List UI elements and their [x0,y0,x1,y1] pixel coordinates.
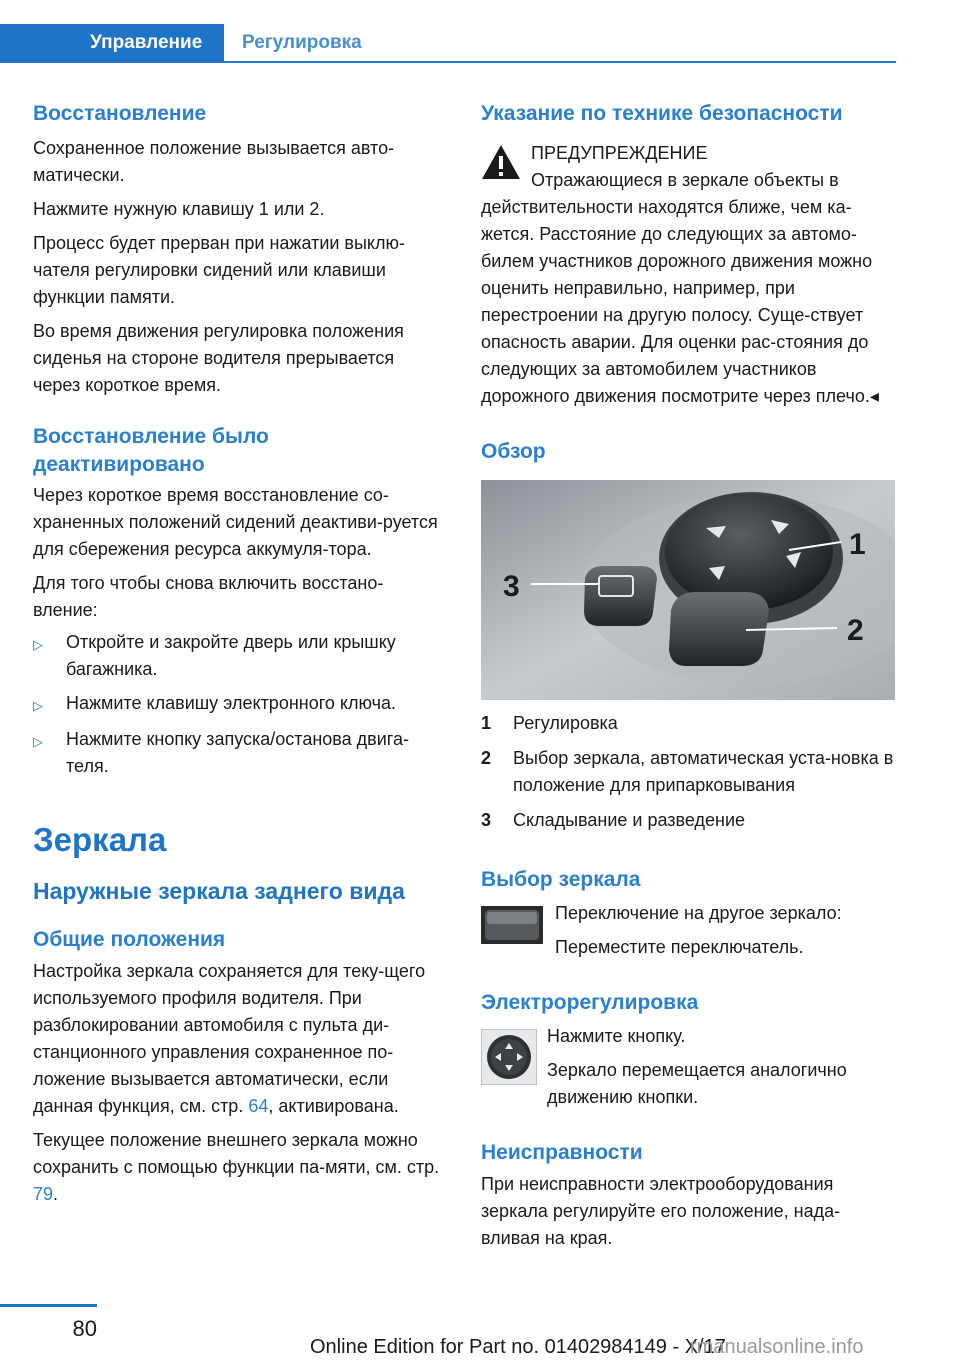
paragraph-mirror-profile-text: Настройка зеркала сохраняется для теку-щего используемого профиля водителя. При разблокировании автомобиля с пульта ди-станционного управления сохраненное по-ложение вызывается автоматически, если данная функция, см. стр. [33,961,426,1116]
electric-block [481,1023,895,1111]
warning-title: ПРЕДУПРЕЖДЕНИЕ [531,143,708,163]
legend-number: 1 [481,713,492,733]
selector-switch-icon [481,906,543,944]
footer-divider [0,1304,97,1307]
legend-number: 3 [481,810,492,830]
tab-adjustment[interactable]: Регулировка [242,32,362,53]
paragraph-driving: Во время движения регулировка положения сиденья на стороне водителя прерывается через короткое время. [33,321,404,395]
paragraph-reenable: Для того чтобы снова включить восстано-вление: [33,573,384,620]
heading-faults: Неисправности [481,1141,643,1164]
mirror-select-text-1: Переключение на другое зеркало: [555,903,842,923]
photo-label-1: 1 [849,528,866,561]
warning-text: Отражающиеся в зеркале объекты в действительности находятся ближе, чем ка-жется. Расстояние до следующих за автомо-билем участников дорожного движения можно оценить неправильно, например, при перестроении на другую полосу. Суще-ствует опасность аварии. Для оценки рас-стояния до следующих за автомобилем участников дорожного движения посмотрите через плечо.◂ [481,170,879,406]
triangle-bullet-icon: ▷ [33,637,43,652]
paragraph-deactivation: Через короткое время восстановление со-храненных положений сидений деактиви-руется для сбережения ресурса аккумуля-тора. [33,485,438,559]
edition-text: Online Edition for Part no. 01402984149 - X/17 [310,1336,726,1358]
heading-safety: Указание по технике безопасности [481,102,843,125]
bullet-text: Нажмите кнопку запуска/останова двига-теля. [66,729,409,776]
triangle-bullet-icon: ▷ [33,734,43,749]
legend-text: Регулировка [513,713,618,733]
bullet-list [33,629,443,780]
list-item [33,690,443,719]
photo-label-3: 3 [503,570,520,603]
mirror-select-block [481,900,895,961]
mirror-select-text-2: Переместите переключатель. [555,937,804,957]
legend-item [481,745,895,799]
legend-text: Выбор зеркала, автоматическая уста-новка в положение для припарковывания [513,748,894,795]
heading-general: Общие положения [33,928,226,951]
paragraph-mirror-profile-tail: , активирована. [268,1096,399,1116]
page-link-64[interactable]: 64 [248,1096,269,1116]
tab-control[interactable]: Управление [0,24,224,62]
list-item [33,726,443,780]
legend-list [481,710,895,834]
paragraph-faults: При неисправности электрооборудования зеркала регулируйте его положение, нада-вливая на края. [481,1174,841,1248]
heading-restore-deactivated-line2: деактивировано [33,453,205,476]
warning-triangle-icon [481,144,521,180]
heading-overview: Обзор [481,440,546,463]
heading-restore: Восстановление [33,102,207,125]
left-column [33,100,443,1208]
photo-label-2: 2 [847,614,864,647]
mirror-controls-illustration [481,480,895,700]
heading-outer-mirrors: Наружные зеркала заднего вида [33,878,405,904]
bullet-text: Нажмите клавишу электронного ключа. [66,693,396,713]
triangle-bullet-icon: ▷ [33,698,43,713]
paragraph-interrupt: Процесс будет прерван при нажатии выклю-чателя регулировки сидений или клавиши функции памяти. [33,233,405,307]
direction-button-icon [481,1029,537,1085]
bullet-text: Откройте и закройте дверь или крышку багажника. [66,632,396,679]
paragraph-mirror-memory [33,1127,443,1208]
legend-text: Складывание и разведение [513,810,746,830]
heading-mirror-select: Выбор зеркала [481,868,641,891]
paragraph-mirror-memory-text: Текущее положение внешнего зеркала можно сохранить с помощью функции па-мяти, см. стр. [33,1130,440,1177]
paragraph-restore-auto: Сохраненное положение вызывается авто-матически. [33,138,395,185]
mirror-controls-photo [481,480,895,700]
paragraph-mirror-memory-tail: . [53,1184,59,1204]
legend-item [481,710,895,737]
electric-text-2: Зеркало перемещается аналогично движению кнопки. [547,1060,847,1107]
paragraph-press-key: Нажмите нужную клавишу 1 или 2. [33,199,325,219]
paragraph-mirror-profile [33,958,443,1120]
list-item [33,629,443,683]
page-header [0,0,960,64]
right-column [481,100,895,1252]
header-divider [0,61,896,63]
legend-number: 2 [481,748,492,768]
heading-restore-deactivated [33,423,443,479]
heading-mirrors: Зеркала [33,821,167,858]
watermark-text: rmanualsonline.info [690,1336,864,1358]
page-link-79[interactable]: 79 [33,1184,54,1204]
heading-electric: Электрорегулировка [481,991,699,1014]
page-number: 80 [72,1316,97,1341]
heading-restore-deactivated-line1: Восстановление было [33,425,269,448]
warning-block [481,140,895,167]
electric-text-1: Нажмите кнопку. [547,1026,686,1046]
legend-item [481,807,895,834]
